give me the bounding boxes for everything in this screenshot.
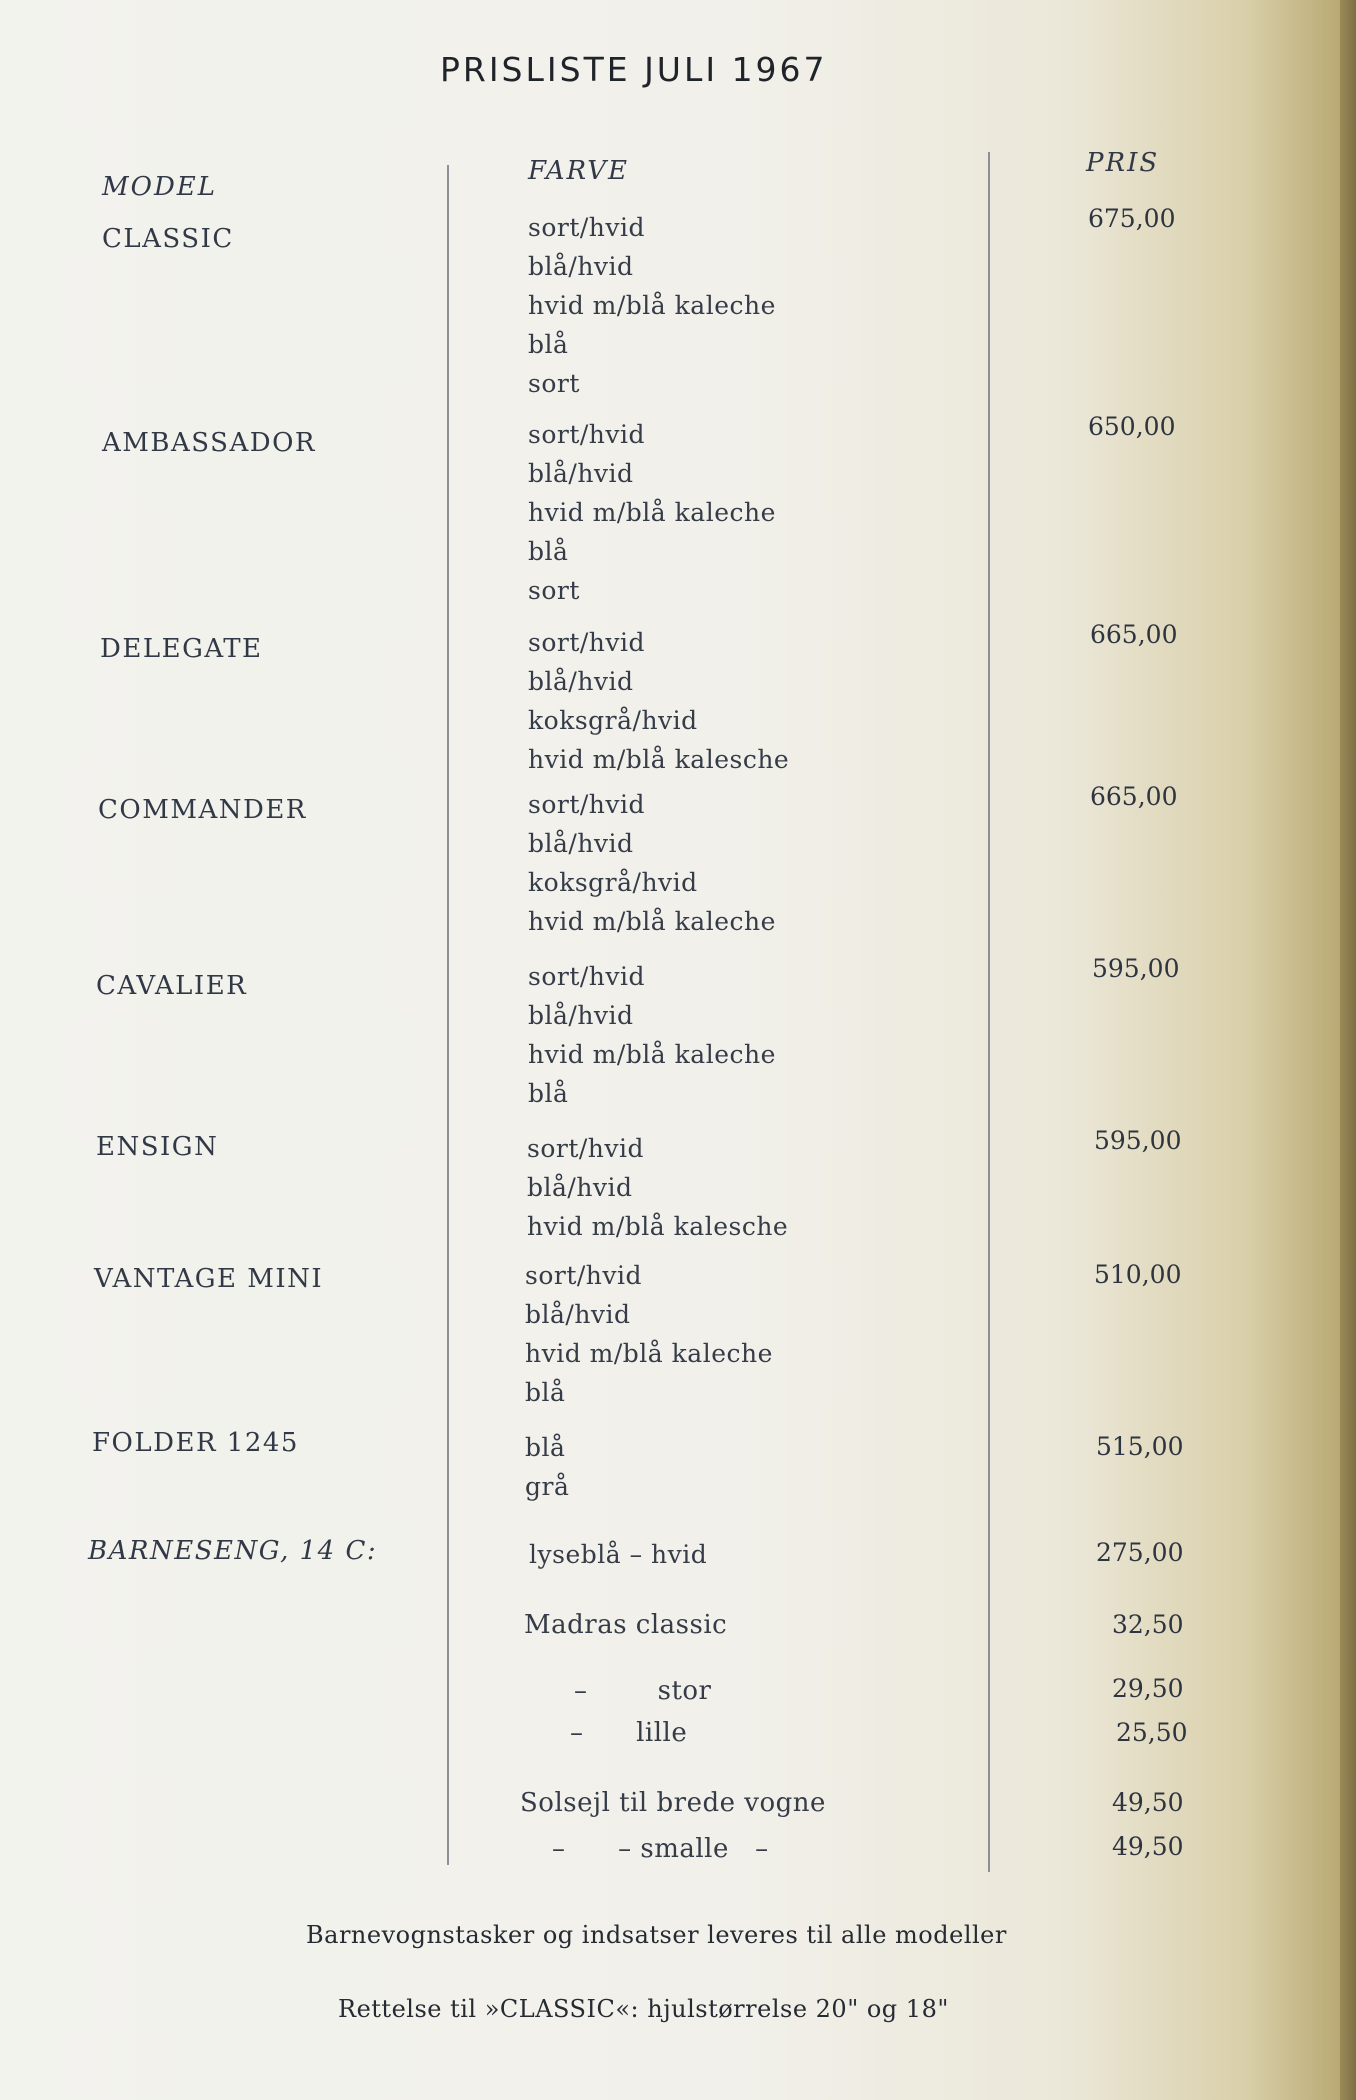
- color-item: hvid m/blå kalesche: [528, 745, 790, 774]
- color-item: lyseblå – hvid: [529, 1540, 708, 1569]
- color-item: hvid m/blå kaleche: [528, 498, 776, 527]
- color-item: blå: [528, 330, 569, 359]
- price-ambassador: 650,00: [1088, 412, 1176, 441]
- color-item: blå: [525, 1378, 566, 1407]
- color-list-barneseng: [529, 1535, 707, 1574]
- price-classic: 675,00: [1088, 204, 1176, 233]
- color-item: sort: [528, 369, 580, 398]
- color-item: hvid m/blå kaleche: [528, 291, 776, 320]
- color-item: sort/hvid: [525, 1261, 643, 1290]
- accessory-price: 32,50: [1112, 1610, 1184, 1639]
- model-name-folder-1245: FOLDER 1245: [92, 1428, 299, 1458]
- color-item: hvid m/blå kaleche: [525, 1339, 773, 1368]
- color-list-commander: [528, 785, 776, 941]
- color-item: hvid m/blå kaleche: [528, 1040, 776, 1069]
- model-column-header: MODEL: [102, 172, 218, 202]
- color-list-delegate: [528, 623, 789, 779]
- model-name-cavalier: CAVALIER: [96, 971, 248, 1001]
- color-item: blå/hvid: [528, 829, 634, 858]
- color-item: blå/hvid: [528, 667, 634, 696]
- accessory-solsejl-smalle: – – smalle –: [552, 1834, 769, 1864]
- column-divider-right: [988, 152, 990, 1872]
- color-item: blå/hvid: [528, 252, 634, 281]
- model-name-commander: COMMANDER: [98, 795, 307, 825]
- accessory-price: 29,50: [1112, 1674, 1184, 1703]
- price-vantage-mini: 510,00: [1094, 1260, 1182, 1289]
- accessory-madras-classic: Madras classic: [524, 1610, 728, 1640]
- color-column-header: FARVE: [528, 156, 629, 186]
- accessory-madras-lille: – lille: [570, 1718, 688, 1748]
- color-list-vantage-mini: [525, 1256, 773, 1412]
- model-name-vantage-mini: VANTAGE MINI: [94, 1264, 324, 1294]
- accessory-price: 25,50: [1116, 1718, 1188, 1747]
- accessory-price: 49,50: [1112, 1832, 1184, 1861]
- price-barneseng: 275,00: [1096, 1538, 1184, 1567]
- price-folder-1245: 515,00: [1096, 1432, 1184, 1461]
- color-item: blå/hvid: [528, 1001, 634, 1030]
- color-item: sort/hvid: [528, 790, 646, 819]
- accessory-solsejl-brede: Solsejl til brede vogne: [520, 1788, 826, 1818]
- color-item: blå/hvid: [528, 459, 634, 488]
- color-item: sort/hvid: [528, 420, 646, 449]
- color-item: sort: [528, 576, 580, 605]
- page-title: PRISLISTE JULI 1967: [440, 50, 828, 89]
- color-item: sort/hvid: [528, 628, 646, 657]
- column-divider-left: [447, 165, 449, 1865]
- price-cavalier: 595,00: [1092, 954, 1180, 983]
- color-list-ensign: [527, 1129, 788, 1246]
- color-item: hvid m/blå kaleche: [528, 907, 776, 936]
- price-delegate: 665,00: [1090, 620, 1178, 649]
- color-item: blå/hvid: [525, 1300, 631, 1329]
- accessory-price: 49,50: [1112, 1788, 1184, 1817]
- color-item: blå: [525, 1433, 566, 1462]
- footer-note-bags: Barnevognstasker og indsatser leveres til alle modeller: [306, 1921, 1007, 1949]
- footer-note-correction: Rettelse til »CLASSIC«: hjulstørrelse 20" og 18": [338, 1995, 949, 2023]
- page-edge: [1340, 0, 1356, 2100]
- color-item: blå/hvid: [527, 1173, 633, 1202]
- color-item: blå: [528, 537, 569, 566]
- color-list-cavalier: [528, 957, 776, 1113]
- price-commander: 665,00: [1090, 782, 1178, 811]
- color-item: koksgrå/hvid: [528, 706, 698, 735]
- color-list-ambassador: [528, 415, 776, 610]
- model-name-classic: CLASSIC: [102, 224, 234, 254]
- price-ensign: 595,00: [1094, 1126, 1182, 1155]
- color-item: grå: [525, 1472, 570, 1501]
- color-item: sort/hvid: [528, 962, 646, 991]
- color-item: hvid m/blå kalesche: [527, 1212, 789, 1241]
- color-list-folder-1245: [525, 1428, 569, 1506]
- accessory-madras-stor: – stor: [574, 1676, 712, 1706]
- model-name-barneseng: BARNESENG, 14 C:: [88, 1536, 378, 1566]
- price-column-header: PRIS: [1086, 148, 1160, 178]
- color-item: blå: [528, 1079, 569, 1108]
- color-item: koksgrå/hvid: [528, 868, 698, 897]
- model-name-ambassador: AMBASSADOR: [102, 428, 316, 458]
- model-name-delegate: DELEGATE: [100, 634, 263, 664]
- color-item: sort/hvid: [528, 213, 646, 242]
- color-list-classic: [528, 208, 776, 403]
- model-name-ensign: ENSIGN: [96, 1132, 219, 1162]
- color-item: sort/hvid: [527, 1134, 645, 1163]
